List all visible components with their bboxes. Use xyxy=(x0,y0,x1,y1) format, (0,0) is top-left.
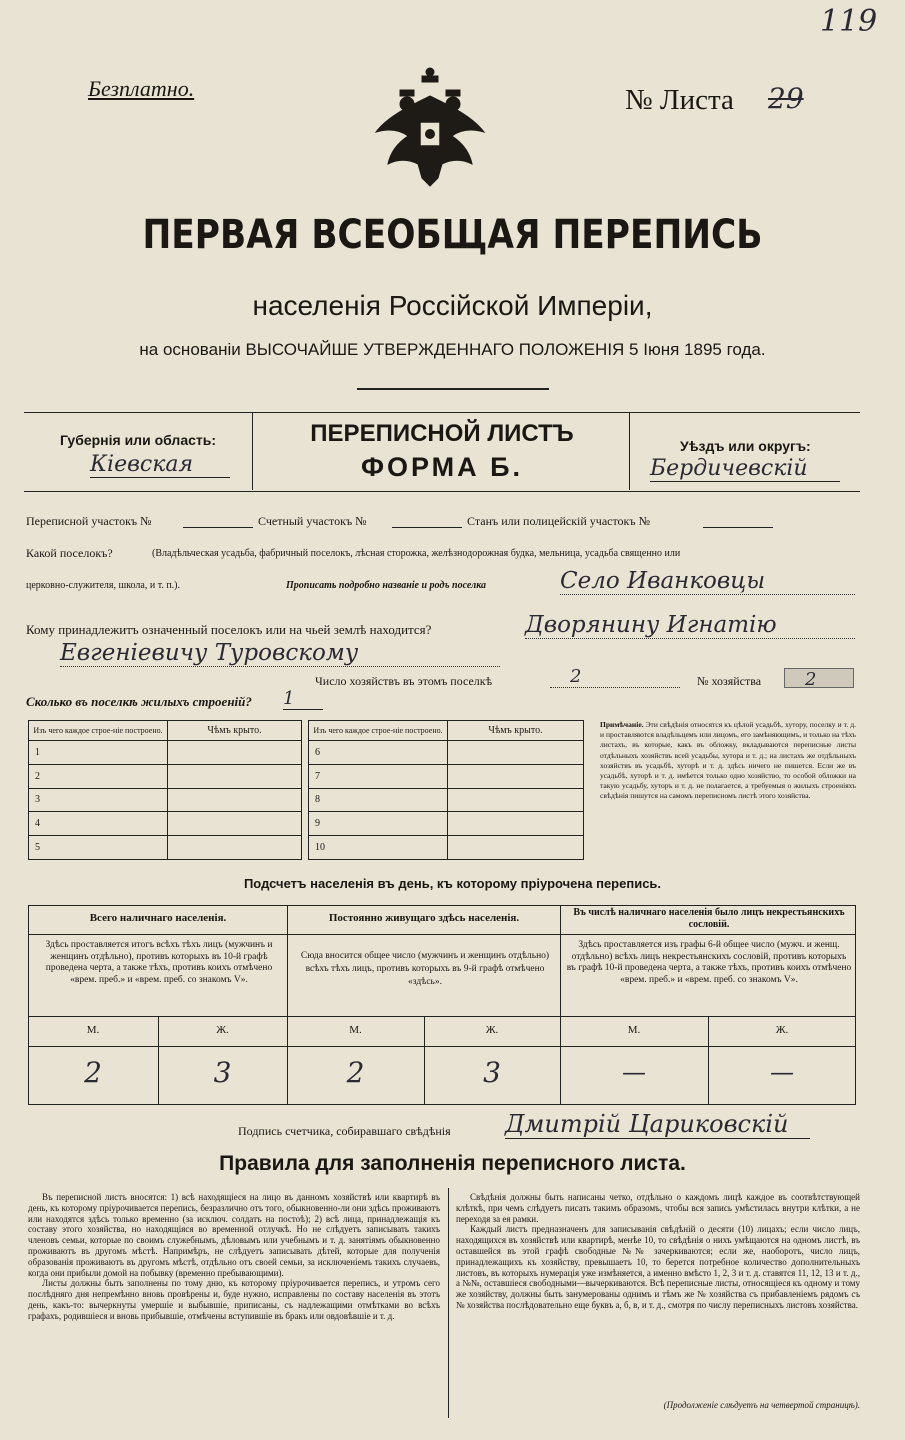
f-label: Ж. xyxy=(216,1024,229,1036)
col-roof: Чѣмъ крыто. xyxy=(448,721,584,741)
page-title: ПЕРВАЯ ВСЕОБЩАЯ ПЕРЕПИСЬ xyxy=(142,212,763,258)
buildings-table-right xyxy=(308,720,584,860)
settlement-hint-2: церковно-служителя, школа, и т. п.). xyxy=(26,580,180,591)
building-row-number: 1 xyxy=(29,741,168,765)
census-district-label: Переписной участокъ № xyxy=(26,514,152,528)
nonpeasant-female-value[interactable]: — xyxy=(770,1058,794,1086)
col2-title: Постоянно живущаго здѣсь населенія. xyxy=(328,912,520,924)
m-label: М. xyxy=(86,1024,100,1036)
building-row-number: 7 xyxy=(309,764,448,788)
pop-title-rule xyxy=(28,934,856,935)
building-row-number: 9 xyxy=(309,812,448,836)
col2-text: Сюда вносится общее число (мужчинъ и женщинъ отдѣльно) всѣхъ тѣхъ лицъ, противъ которыхъ въ 9-й графѣ отмѣчено «здѣсь». xyxy=(300,951,550,987)
f-label: Ж. xyxy=(775,1024,789,1036)
population-heading: Подсчетъ населенія въ день, къ которому пріурочена перепись. xyxy=(243,876,662,891)
page-subtitle: населенія Россійской Имперіи, xyxy=(252,290,653,321)
rules-divider xyxy=(448,1188,449,1418)
col-material: Изъ чего каждое строе-ніе построено. xyxy=(309,721,448,741)
settlement-question: Какой поселокъ? xyxy=(26,546,113,560)
building-roof-cell[interactable] xyxy=(168,764,302,788)
resident-female-value[interactable]: 3 xyxy=(483,1056,501,1089)
sheet-number-label: № Листа xyxy=(625,84,734,116)
note-block xyxy=(600,720,856,864)
building-row-number: 2 xyxy=(29,764,168,788)
building-roof-cell[interactable] xyxy=(448,741,584,765)
households-value[interactable]: 2 xyxy=(550,666,680,688)
rules-left-column xyxy=(28,1192,440,1422)
counting-district-label: Счетный участокъ № xyxy=(258,514,367,528)
building-roof-cell[interactable] xyxy=(448,764,584,788)
present-female-value[interactable]: 3 xyxy=(213,1056,232,1089)
household-number-label: № хозяйства xyxy=(697,674,762,688)
uezd-label: Уѣздъ или округъ: xyxy=(680,438,811,454)
building-roof-cell[interactable] xyxy=(448,836,584,860)
building-roof-cell[interactable] xyxy=(168,836,302,860)
households-label: Число хозяйствъ въ этомъ поселкѣ xyxy=(315,674,493,688)
building-row-number: 10 xyxy=(309,836,448,860)
nonpeasant-male-value[interactable]: — xyxy=(622,1058,646,1086)
building-roof-cell[interactable] xyxy=(168,741,302,765)
buildings-label: Сколько въ поселкѣ жилыхъ строеній? xyxy=(26,694,252,709)
building-row-number: 6 xyxy=(309,741,448,765)
building-row-number: 8 xyxy=(309,788,448,812)
enumerator-signature[interactable]: Дмитрій Цариковскій xyxy=(505,1110,810,1139)
present-male-value[interactable]: 2 xyxy=(84,1056,102,1089)
col-material: Изъ чего каждое строе-ніе построено. xyxy=(29,721,168,741)
divider xyxy=(357,388,549,390)
rules-right-column xyxy=(456,1192,860,1402)
building-roof-cell[interactable] xyxy=(168,812,302,836)
census-district-field[interactable] xyxy=(183,527,253,528)
archive-number: 119 xyxy=(820,4,878,39)
resident-male-value[interactable]: 2 xyxy=(346,1056,365,1089)
uezd-value[interactable]: Бердичевскій xyxy=(650,456,840,482)
counting-district-field[interactable] xyxy=(392,527,462,528)
building-roof-cell[interactable] xyxy=(168,788,302,812)
owner-value-line-1[interactable]: Дворянину Игнатію xyxy=(525,612,855,639)
col3-text: Здѣсь проставляется изъ графы 6-й общее число (мужч. и женщ. отдѣльно) всѣхъ лицъ некрестьянскихъ сословій, противъ которыхъ въ графѣ 10-й проведена черта, а также тѣхъ, противъ коихъ отмѣчено «врем. преб.» и «врем. преб. со знакомъ V». xyxy=(566,940,852,985)
stan-label: Станъ или полицейскій участокъ № xyxy=(467,514,651,528)
rules-right-paragraph: Каждый листъ предназначенъ для записыванія свѣдѣній о десяти (10) лицахъ; если число лицъ, находящихся въ хозяйствѣ или квартирѣ, менѣе 10, то свѣдѣнія о нихъ умѣщаются на одномъ листѣ, въ оставшейся въ этой графѣ свободные №№ зачеркиваются; если же, наоборотъ, число лицъ, принадлежащихъ къ хозяйству, превышаетъ 10, то берется потребное количество дополнительныхъ листовъ, въ которыхъ нумерація уже измѣняется, а именно вмѣсто 1, 2, 3 и т. д. ставятся 11, 12, 13 и т. д., а №№, оставшіеся свободными—вычеркиваются. Всѣ переписные листы, относящіеся къ одному и тому же хозяйству, должны быть занумерованы однимъ и тѣмъ же № хозяйства съ прибавленіемъ рядомъ съ № хозяйства послѣдовательно еще буквъ а, б, в, и т. д., смотря по числу переписныхъ листовъ хозяйства. xyxy=(456,1224,860,1310)
gubernia-label: Губернія или область: xyxy=(60,432,217,448)
note-title: Примѣчаніе. xyxy=(600,720,644,729)
rules-left-paragraph: Въ переписной листъ вносятся: 1) всѣ находящіеся на лицо въ данномъ хозяйствѣ или квартирѣ въ день, къ которому пріурочивается перепись, безразлично отъ того, обыкновенно-ли они здѣсь проживаютъ или находятся здѣсь только временно (за исключ. солдатъ на постоѣ); 2) всѣ лица, принадлежащія къ составу этого хозяйства, но находящіяся во временной отлучкѣ. Но не слѣдуетъ записывать такихъ членовъ семьи, которые по своимъ служебнымъ, дѣловымъ или учебнымъ и т. д. занятіямъ обыкновенно проживаютъ въ другомъ мѣстѣ. Напримѣръ, не слѣдуетъ записывать дѣтей, которые для полученія образованія проживаютъ въ другомъ мѣстѣ, отдѣльно отъ своей семьи, за исключеніемъ такихъ случаевъ, когда они прибыли домой на побывку (временно пребывающими). xyxy=(28,1192,440,1278)
building-roof-cell[interactable] xyxy=(448,788,584,812)
col-roof: Чѣмъ крыто. xyxy=(168,721,302,741)
form-title: ПЕРЕПИСНОЙ ЛИСТЪ xyxy=(310,420,574,447)
owner-value-line-2[interactable]: Евгеніевичу Туровскому xyxy=(60,640,500,667)
buildings-value[interactable]: 1 xyxy=(283,688,323,710)
col1-text: Здѣсь проставляется итогъ всѣхъ тѣхъ лицъ (мужчинъ и женщинъ отдѣльно), противъ которыхъ въ 10-й графѣ проведена черта, а также тѣхъ, противъ коихъ отмѣчено «врем. преб.» и «врем. преб. со знакомъ V». xyxy=(45,940,273,985)
rules-heading: Правила для заполненія переписного листа. xyxy=(219,1152,686,1175)
owner-question: Кому принадлежитъ означенный поселокъ или на чьей землѣ находится? xyxy=(26,622,432,637)
rules-left-paragraph: Листы должны быть заполнены по тому дню, къ которому пріурочивается перепись, и утромъ сего послѣдняго дня непремѣнно вновь провѣрены и, буде нужно, исправлены по составу населенія въ этотъ день, какъ-то: вычеркнуты умершіе и выбывшіе, приписаны, съ надлежащими отмѣтками во всѣхъ графахъ, родившіеся и вновь прибывшіе, отмѣчены вступившіе въ бракъ или овдовѣвшіе и т. д. xyxy=(28,1278,440,1321)
stan-field[interactable] xyxy=(703,527,773,528)
building-row-number: 4 xyxy=(29,812,168,836)
signature-label: Подпись счетчика, собиравшаго свѣдѣнія xyxy=(238,1124,451,1138)
m-label: М. xyxy=(349,1024,362,1036)
form-name: ФОРМА Б. xyxy=(360,452,524,482)
buildings-table-left xyxy=(28,720,302,860)
rules-continuation: (Продолженіе слѣдуетъ на четвертой страницѣ). xyxy=(663,1400,860,1410)
m-label: М. xyxy=(627,1024,641,1036)
free-label: Безплатно. xyxy=(88,76,195,101)
gubernia-value[interactable]: Кіевская xyxy=(90,452,230,478)
settlement-value[interactable]: Село Иванковцы xyxy=(560,568,855,595)
pop-text-rule xyxy=(28,1016,856,1017)
pop-mf-rule xyxy=(28,1046,856,1047)
sheet-number-value: 29 xyxy=(768,82,804,115)
building-row-number: 3 xyxy=(29,788,168,812)
household-number-value[interactable]: 2 xyxy=(784,668,854,688)
building-roof-cell[interactable] xyxy=(448,812,584,836)
double-headed-eagle-icon xyxy=(370,66,490,192)
building-row-number: 5 xyxy=(29,836,168,860)
settlement-hint-1: (Владѣльческая усадьба, фабричный поселокъ, лѣсная сторожка, желѣзнодорожная будка, мельница, усадьба священно или xyxy=(152,548,681,559)
settlement-hint-3: Прописать подробно названіе и родъ поселка xyxy=(286,580,487,591)
decree-basis: на основаніи ВЫСОЧАЙШЕ УТВЕРЖДЕННАГО ПОЛОЖЕНІЯ 5 Іюня 1895 года. xyxy=(139,340,766,359)
f-label: Ж. xyxy=(485,1024,499,1036)
col1-title: Всего наличнаго населенія. xyxy=(89,912,227,924)
col3-title: Въ числѣ наличнаго населенія было лицъ некрестьянскихъ сословій. xyxy=(573,907,845,930)
rules-right-paragraph: Свѣдѣнія должны быть написаны четко, отдѣльно о каждомъ лицѣ каждое въ соотвѣтствующей клѣткѣ, при чемъ слѣдуетъ писать такимъ образомъ, чтобы вся запись умѣстилась внутри клѣтки, а не переходя за ея рамки. xyxy=(456,1192,860,1224)
note-text: Эти свѣдѣнія относятся къ цѣлой усадьбѣ, хутору, поселку и т. д. и проставляются владѣльцемъ или лицомъ, его замѣняющимъ, и только на тѣхъ листахъ, въ которые, какъ въ обложку, вкладываются переписные листы отдѣльныхъ хозяйствъ всей усадьбы, хутора и т. д.; на листахъ же отдѣльныхъ хозяйствъ въ усадьбѣ, хуторѣ и т. д. здѣсь ничего не пишется. Если же въ усадьбѣ, хуторѣ и т. д. имѣется только одно хозяйство, то особой обложки на такую усадьбу, хуторъ и т. д. не полагается, а требуемыя о жилыхъ строеніяхъ свѣдѣнія пишутся на самомъ переписномъ листѣ этого хозяйства. xyxy=(600,720,856,801)
